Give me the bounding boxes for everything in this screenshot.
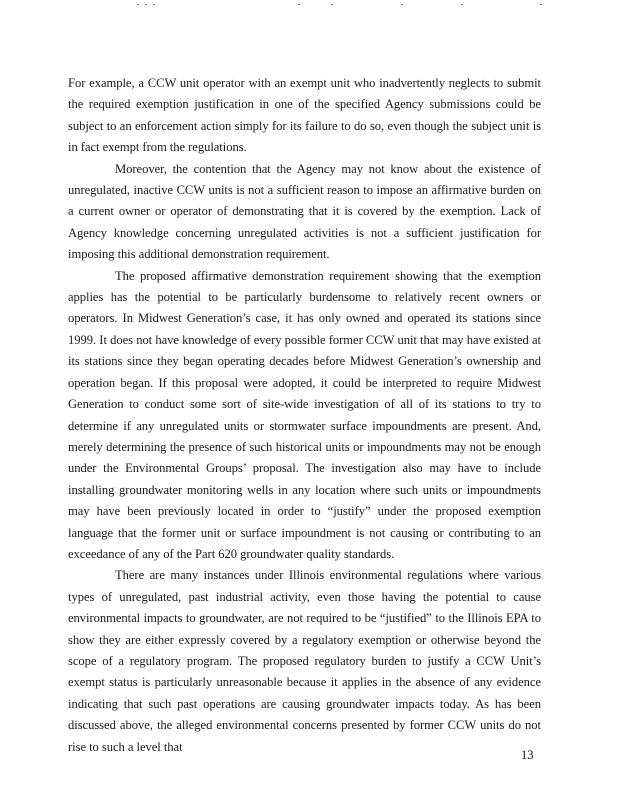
scan-dot: [298, 4, 300, 5]
scan-dot: [137, 4, 139, 5]
paragraph-burden-recent-owners: The proposed affirmative demonstration requirement showing that the exemption applies has the potential to be particularly burdensome to relatively recent owners or operators. In Midwest Generation’s case, it has only owned and operated its stations since 1999. It does not have knowledge of every possible former CCW unit that may have existed at its stations since they began operating decades before Midwest Generation’s ownership and operation began. If this proposal were adopted, it could be interpreted to require Midwest Generation to conduct some sort of site-wide investigation of all of its stations to try to determine if any unregulated units or stormwater surface impoundments are present. And, merely determining the presence of such historical units or impoundments may not be enough under the Environmental Groups’ proposal. The investigation also may have to include installing groundwater monitoring wells in any location where such units or impoundments may have been previously located in order to “justify” under the proposed exemption language that the former unit or surface impoundment is not causing or contributing to an exceedance of any of the Part 620 groundwater quality standards.: [68, 268, 541, 561]
document-body: [68, 73, 541, 758]
paragraph-illinois-regulations: There are many instances under Illinois environmental regulations where various types of unregulated, past industrial activity, even those having the potential to cause environmental impacts to groundwater, are not required to be “justified” to the Illinois EPA to show they are either expressly covered by a regulatory exemption or otherwise beyond the scope of a regulatory program. The proposed regulatory burden to justify a CCW Unit’s exempt status is particularly unreasonable because it applies in the absence of any evidence indicating that such past operations are causing groundwater impacts today. As has been discussed above, the alleged environmental concerns presented by former CCW units do not rise to such a level that: [68, 568, 541, 754]
paragraph-continuation: For example, a CCW unit operator with an exempt unit who inadvertently neglects to submit the required exemption justification in one of the specified Agency submissions could be subject to an enforcement action simply for its failure to do so, even though the subject unit is in fact exempt from the regulations.: [68, 76, 541, 155]
scan-dot: [331, 4, 333, 5]
scan-dot: [401, 4, 403, 5]
scan-dot: [153, 4, 155, 5]
page-number: 13: [521, 748, 534, 762]
scan-dot: [461, 4, 463, 5]
scan-dot: [540, 4, 542, 5]
scan-dot: [145, 4, 147, 5]
scan-artifact-marks: [0, 4, 619, 12]
paragraph-agency-knowledge: Moreover, the contention that the Agency may not know about the existence of unregulated, inactive CCW units is not a sufficient reason to impose an affirmative burden on a current owner or operator of demonstrating that it is covered by the exemption. Lack of Agency knowledge concerning unregulated activities is not a sufficient justification for imposing this additional demonstration requirement.: [68, 161, 541, 262]
